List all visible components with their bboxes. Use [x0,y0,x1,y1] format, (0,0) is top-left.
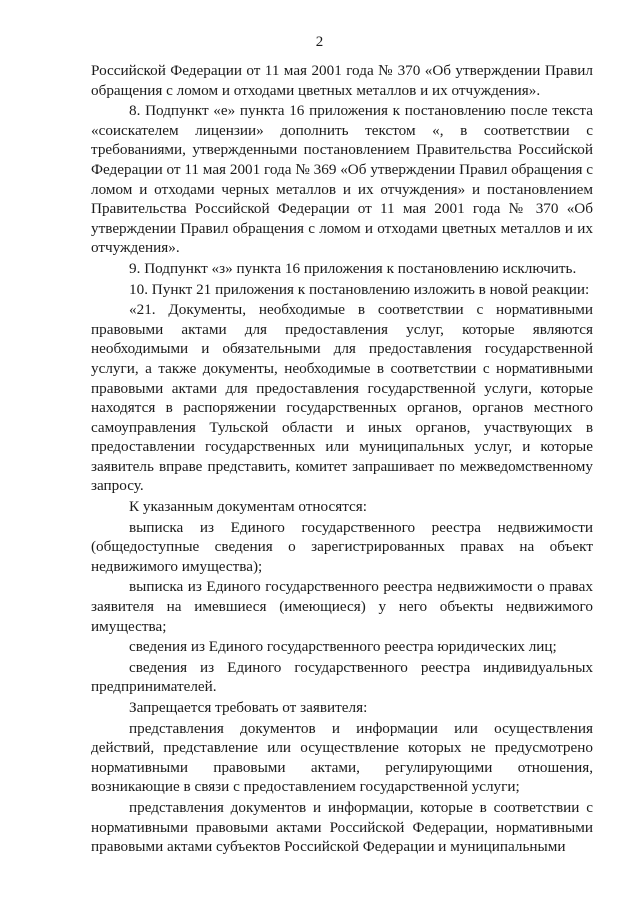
paragraph-prohibited-intro: Запрещается требовать от заявителя: [129,699,368,716]
paragraph-prohibited-item-1: представления документов и информации или осуществления действий, представление или осуществление которых не предусмотрено нормативными правовыми актами, регулирующими отношения, возникающие в связи с предоставлением государственной услуги; [91,719,593,796]
page-number: 2 [315,34,324,50]
paragraph-egrn-extract-rights: выписка из Единого государственного реестра недвижимости о правах заявителя на имевшиеся (имеющиеся) у него объекты недвижимого имущества; [91,578,593,635]
document-body [91,61,593,858]
paragraph-item-10: 10. Пункт 21 приложения к постановлению изложить в новой реакции: [129,280,590,298]
paragraph-item-8: 8. Подпункт «е» пункта 16 приложения к постановлению после текста «соискателем лицензии» дополнить текстом «, в соответствии с требованиями, утвержденными постановлением Правительства Российской Федерации от 11 мая 2001 года № 369 «Об утверждении Правил обращения с ломом и отходами черных металлов и их отчуждения» и постановлением Правительства Российской Федерации от 11 мая 2001 года № 370 «Об утверждении Правил обращения с ломом и отходами цветных металлов и их отчуждения». [91,102,593,257]
paragraph-point-21: «21. Документы, необходимые в соответствии с нормативными правовыми актами для предоставления услуг, которые являются необходимыми и обязательными для предоставления государственной услуги, а также документы, необходимые в соответствии с нормативными правовыми актами для предоставления государственной услуги, которые находятся в распоряжении государственных органов, органов местного самоуправления Тульской области и иных органов, участвующих в предоставлении государственных или муниципальных услуг, и которые заявитель вправе представить, комитет запрашивает по межведомственному запросу. [91,301,593,495]
paragraph-egrip-info: сведения из Единого государственного реестра индивидуальных предпринимателей. [91,658,593,696]
paragraph-documents-intro: К указанным документам относятся: [129,498,367,516]
paragraph-item-9: 9. Подпункт «з» пункта 16 приложения к постановлению исключить. [129,259,577,277]
paragraph-prohibited-item-2: представления документов и информации, которые в соответствии с нормативными правовыми актами Российской Федерации, нормативными правовыми актами субъектов Российской Федерации и муниципальными [91,798,593,856]
paragraph-continuation: Российской Федерации от 11 мая 2001 года № 370 «Об утверждении Правил обращения с ломом и отходами цветных металлов и их отчуждения». [91,62,593,99]
paragraph-egrn-extract-public: выписка из Единого государственного реестра недвижимости (общедоступные сведения о зарегистрированных правах на объект недвижимого имущества); [91,518,593,575]
paragraph-egrul-info: сведения из Единого государственного реестра юридических лиц; [129,638,557,656]
